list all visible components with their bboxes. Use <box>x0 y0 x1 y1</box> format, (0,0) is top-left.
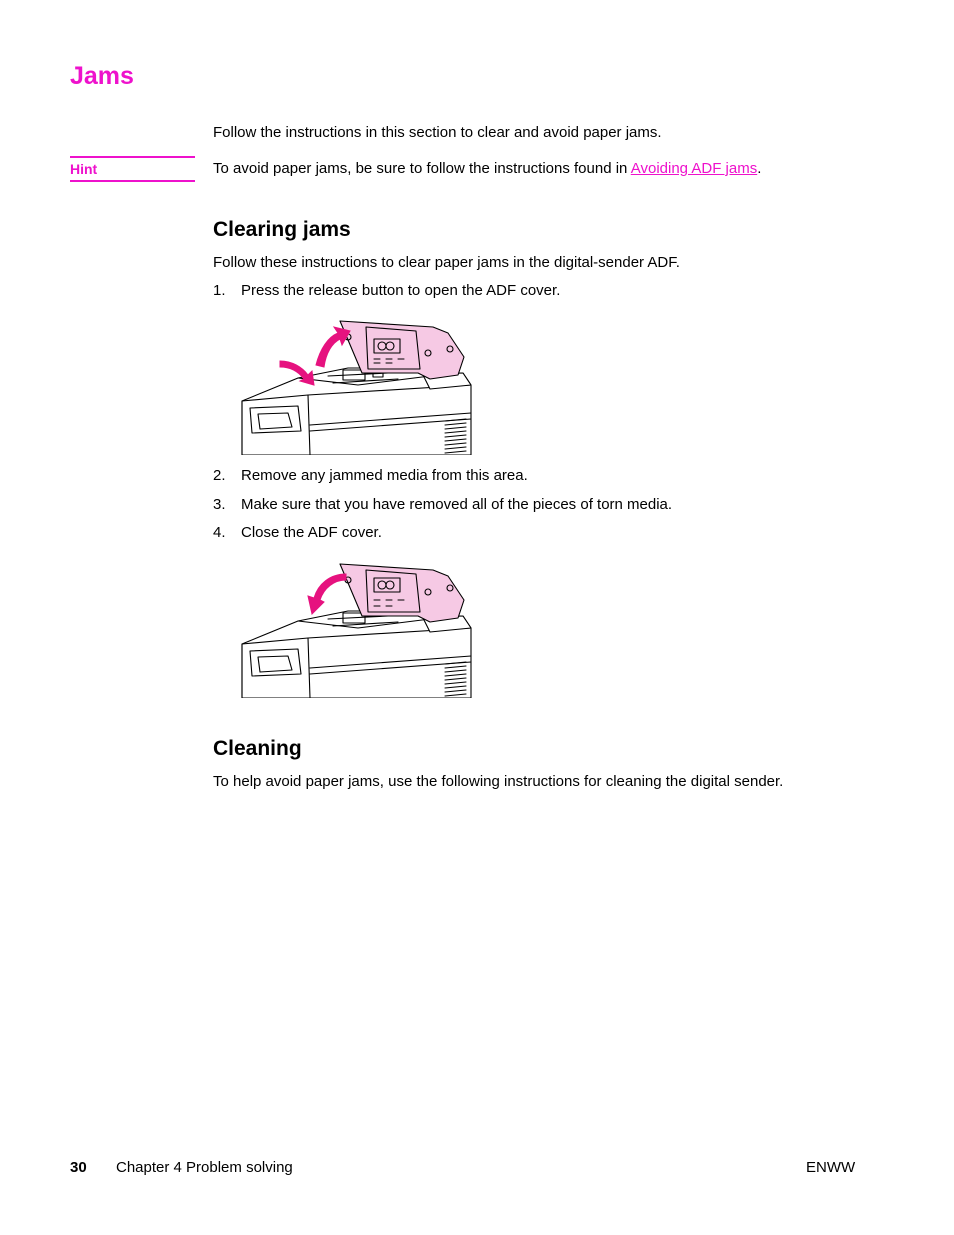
step-4-text: Close the ADF cover. <box>241 524 382 541</box>
hint-text-after: . <box>757 160 762 177</box>
page-title: Jams <box>70 62 134 90</box>
hint-text <box>213 160 761 178</box>
step-3-number: 3. <box>213 496 226 513</box>
step-2-number: 2. <box>213 467 226 484</box>
hint-label: Hint <box>70 161 98 177</box>
hint-rule-bottom <box>70 180 195 182</box>
step-2-text: Remove any jammed media from this area. <box>241 467 528 484</box>
adf-open-illustration <box>238 313 478 455</box>
hint-rule-top <box>70 156 195 158</box>
clearing-intro: Follow these instructions to clear paper jams in the digital-sender ADF. <box>213 254 680 271</box>
step-1-number: 1. <box>213 282 226 299</box>
cleaning-intro: To help avoid paper jams, use the following instructions for cleaning the digital sender. <box>213 773 784 790</box>
step-4-number: 4. <box>213 524 226 541</box>
step-3-text: Make sure that you have removed all of the pieces of torn media. <box>241 496 673 513</box>
cleaning-heading: Cleaning <box>213 737 302 760</box>
page-number: 30 <box>70 1159 87 1176</box>
footer-edition: ENWW <box>806 1159 856 1176</box>
step-1-text: Press the release button to open the ADF cover. <box>241 282 561 299</box>
avoiding-adf-jams-link[interactable]: Avoiding ADF jams <box>630 160 758 177</box>
intro-paragraph: Follow the instructions in this section to clear and avoid paper jams. <box>213 124 662 141</box>
hint-text-before: To avoid paper jams, be sure to follow the instructions found in <box>213 160 631 177</box>
adf-close-illustration <box>238 556 478 698</box>
footer-chapter: Chapter 4 Problem solving <box>116 1159 293 1176</box>
clearing-jams-heading: Clearing jams <box>213 218 351 241</box>
